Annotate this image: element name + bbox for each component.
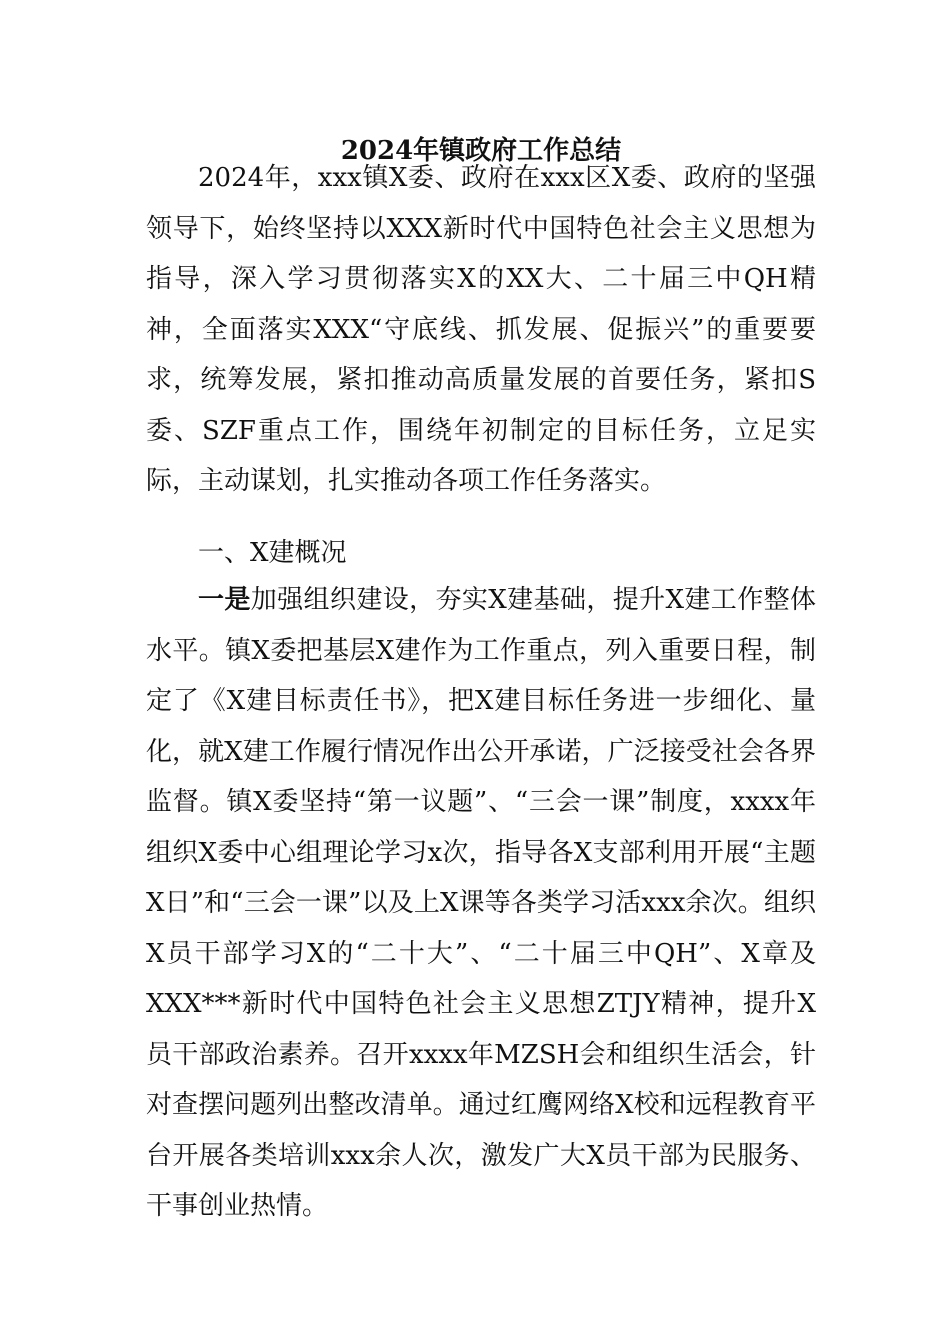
paragraph-body-text: 加强组织建设，夯实X建基础，提升X建工作整体水平。镇X委把基层X建作为工作重点，列入重要日程，制定了《X建目标责任书》，把X建目标任务进一步细化、量化，就X建工作履行情况作出公开承诺，广泛接受社会各界监督。镇X委坚持“第一议题”、“三会一课”制度，xxxx年组织X委中心组理论学习x次，指导各X支部利用开展“主题X日”和“三会一课”以及上X课等各类学习活xxx余次。组织X员干部学习X的“二十大”、“二十届三中QH”、X章及XXX***新时代中国特色社会主义思想ZTJY精神，提升X员干部政治素养。召开xxxx年MZSH会和组织生活会，针对查摆问题列出整改清单。通过红鹰网络X校和远程教育平台开展各类培训xxx余人次，激发广大X员干部为民服务、干事创业热情。 [146,585,816,1221]
paragraph-lead-text: 一是 [198,585,251,615]
document-title: 2024年镇政府工作总结 [340,136,622,166]
section-heading-party-building: 一、X建概况 [198,538,347,568]
section-paragraph-organization [146,575,816,1232]
intro-paragraph: 2024年，xxx镇X委、政府在xxx区X委、政府的坚强领导下，始终坚持以XXX新时代中国特色社会主义思想为指导，深入学习贯彻落实X的XX大、二十届三中QH精神，全面落实XXX“守底线、抓发展、促振兴”的重要要求，统筹发展，紧扣推动高质量发展的首要任务，紧扣S委、SZF重点工作，围绕年初制定的目标任务，立足实际，主动谋划，扎实推动各项工作任务落实。 [146,163,816,496]
